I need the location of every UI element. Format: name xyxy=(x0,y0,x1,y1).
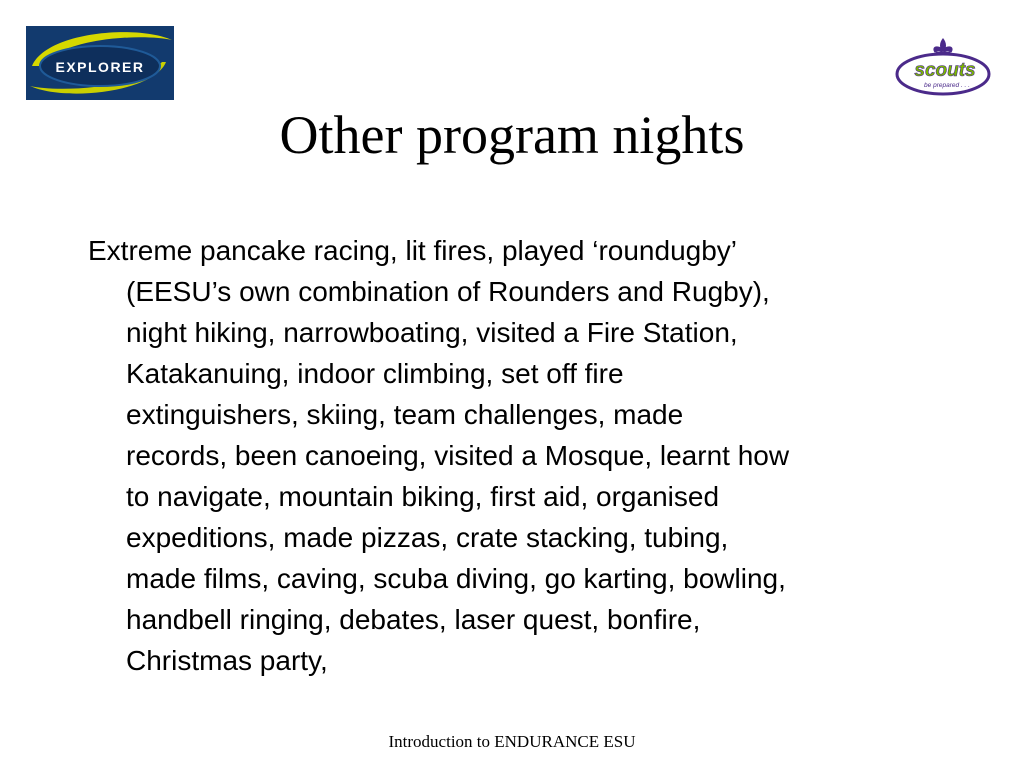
body-line: records, been canoeing, visited a Mosque, learnt how xyxy=(126,440,790,471)
scouts-logo xyxy=(893,36,993,98)
program-nights-list xyxy=(88,230,948,681)
slide-title: Other program nights xyxy=(279,105,745,165)
scouts-logo-text: scouts xyxy=(914,60,976,81)
body-line: night hiking, narrowboating, visited a Fire Station, xyxy=(126,317,738,348)
body-line: Katakanuing, indoor climbing, set off fire xyxy=(126,358,624,389)
body-line: Christmas party, xyxy=(126,645,328,676)
body-line: extinguishers, skiing, team challenges, made xyxy=(126,399,684,430)
body-line: handbell ringing, debates, laser quest, bonfire, xyxy=(126,604,701,635)
body-line: to navigate, mountain biking, first aid, organised xyxy=(126,481,720,512)
body-line: expeditions, made pizzas, crate stacking, tubing, xyxy=(126,522,729,553)
scouts-logo-tagline: be prepared . . . xyxy=(924,82,970,89)
body-line: (EESU’s own combination of Rounders and Rugby), xyxy=(126,276,770,307)
fleur-de-lis-icon xyxy=(933,38,952,55)
explorer-logo-text: EXPLORER xyxy=(55,59,145,75)
body-line: made films, caving, scuba diving, go karting, bowling, xyxy=(126,563,786,594)
explorer-logo xyxy=(26,26,174,100)
body-line: Extreme pancake racing, lit fires, played ‘roundugby’ xyxy=(88,235,738,266)
slide-footer: Introduction to ENDURANCE ESU xyxy=(388,732,636,751)
